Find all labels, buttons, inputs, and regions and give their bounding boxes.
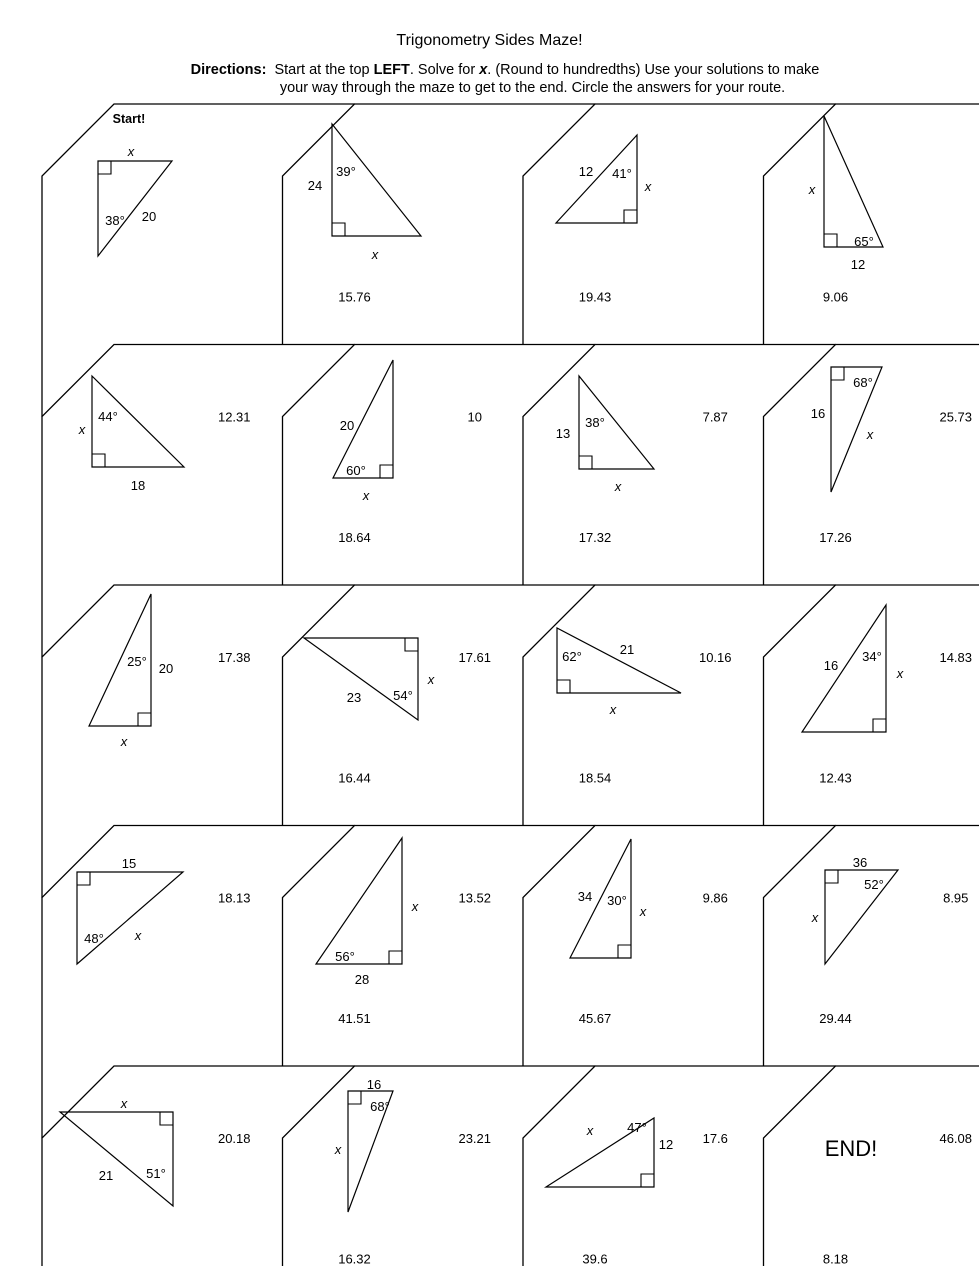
triangle-label: 48° bbox=[84, 931, 104, 946]
triangle-label: x bbox=[362, 488, 370, 503]
triangle-label: x bbox=[334, 1142, 342, 1157]
end-label: END! bbox=[824, 1136, 878, 1161]
triangle-label: 62° bbox=[562, 649, 582, 664]
answer-value: 17.61 bbox=[458, 650, 492, 665]
triangle-label: x bbox=[609, 702, 617, 717]
answer-value: 13.52 bbox=[458, 890, 492, 906]
start-label: Start! bbox=[112, 112, 146, 126]
directions-line-2: your way through the maze to get to the end. Circle the answers for your route. bbox=[279, 80, 786, 96]
answer-value: 17.38 bbox=[217, 650, 251, 665]
triangle-label: x bbox=[644, 179, 652, 194]
triangle-label: 16 bbox=[366, 1077, 382, 1092]
triangle-label: x bbox=[371, 247, 379, 262]
answer-value: 17.26 bbox=[819, 529, 852, 545]
triangle-label: 28 bbox=[354, 972, 370, 987]
triangle-label: 38° bbox=[585, 415, 605, 430]
answer-value: 18.54 bbox=[578, 770, 612, 786]
answer-value: 39.6 bbox=[582, 1251, 608, 1266]
triangle-label: 34 bbox=[577, 889, 593, 904]
answer-value: 17.32 bbox=[578, 529, 612, 545]
answer-value: 12.43 bbox=[819, 770, 852, 786]
answer-value: 25.73 bbox=[939, 409, 973, 425]
answer-value: 46.08 bbox=[939, 1131, 973, 1146]
directions-variable: x bbox=[479, 62, 488, 78]
triangle-label: 15 bbox=[121, 856, 137, 871]
triangle-label: 23 bbox=[346, 690, 362, 705]
triangle-label: 16 bbox=[823, 658, 839, 673]
triangle-label: x bbox=[614, 479, 622, 494]
triangle-label: x bbox=[120, 1096, 128, 1111]
triangle-label: 21 bbox=[619, 642, 635, 657]
answer-value: 15.76 bbox=[338, 289, 371, 305]
triangle-label: 20 bbox=[141, 209, 157, 224]
answer-value: 17.6 bbox=[702, 1131, 728, 1146]
answer-value: 45.67 bbox=[578, 1010, 612, 1026]
triangle-label: 36 bbox=[852, 855, 868, 870]
answer-value: 20.18 bbox=[217, 1131, 251, 1146]
triangle-label: x bbox=[896, 666, 904, 681]
triangle-label: 41° bbox=[612, 166, 632, 181]
triangle-label: 20 bbox=[339, 418, 355, 433]
triangle-label: x bbox=[866, 427, 874, 442]
answer-value: 29.44 bbox=[819, 1010, 852, 1026]
answer-value: 10 bbox=[467, 409, 482, 425]
directions-left-word: LEFT bbox=[373, 62, 410, 78]
worksheet-title: Trigonometry Sides Maze! bbox=[396, 32, 583, 49]
triangle-label: x bbox=[427, 672, 435, 687]
triangle-label: 20 bbox=[158, 661, 174, 676]
triangle-label: x bbox=[411, 899, 419, 914]
answer-value: 14.83 bbox=[939, 650, 973, 665]
triangle-label: 34° bbox=[862, 649, 882, 664]
triangle-label: 54° bbox=[393, 688, 413, 703]
triangle-label: 12 bbox=[658, 1137, 674, 1152]
triangle-label: 68° bbox=[370, 1099, 390, 1114]
triangle-label: x bbox=[134, 928, 142, 943]
triangle-label: 47° bbox=[627, 1120, 647, 1135]
triangle-label: 12 bbox=[850, 257, 866, 272]
directions-part-1: Start at the top bbox=[274, 62, 374, 78]
triangle-label: 65° bbox=[854, 234, 874, 249]
triangle-cells bbox=[42, 104, 979, 1266]
triangle-label: 25° bbox=[127, 654, 147, 669]
answer-value: 12.31 bbox=[217, 409, 251, 425]
triangle-label: 18 bbox=[130, 478, 146, 493]
answer-value: 23.21 bbox=[458, 1131, 492, 1146]
answer-value: 10.16 bbox=[698, 650, 732, 665]
triangle-label: 56° bbox=[335, 949, 355, 964]
triangle-label: 30° bbox=[607, 893, 627, 908]
answer-value: 7.87 bbox=[702, 409, 728, 425]
answer-value: 19.43 bbox=[578, 289, 612, 305]
answer-value: 9.86 bbox=[702, 890, 728, 906]
answer-value: 18.64 bbox=[338, 529, 371, 545]
triangle-label: 13 bbox=[555, 426, 571, 441]
answer-value: 41.51 bbox=[338, 1010, 371, 1026]
triangle-label: 39° bbox=[336, 164, 356, 179]
triangle-label: x bbox=[639, 904, 647, 919]
directions-part-2: . Solve for bbox=[409, 62, 480, 78]
answer-value: 18.13 bbox=[217, 890, 251, 906]
triangle-label: x bbox=[78, 422, 86, 437]
answer-value: 8.18 bbox=[822, 1251, 849, 1266]
directions-label: Directions: bbox=[190, 62, 267, 78]
answer-value: 9.06 bbox=[822, 289, 849, 305]
answer-value: 16.44 bbox=[338, 770, 371, 786]
triangle-label: 60° bbox=[346, 463, 366, 478]
triangle-label: 21 bbox=[98, 1168, 114, 1183]
triangle-label: x bbox=[811, 910, 819, 925]
triangle-label: x bbox=[808, 182, 816, 197]
triangle-label: x bbox=[127, 144, 135, 159]
triangle-label: 52° bbox=[864, 877, 884, 892]
directions-part-3: . (Round to hundredths) Use your solutions to make bbox=[487, 62, 820, 78]
answer-value: 8.95 bbox=[943, 890, 969, 906]
triangle-label: 12 bbox=[578, 164, 594, 179]
answer-value: 16.32 bbox=[338, 1251, 371, 1266]
triangle-label: x bbox=[586, 1123, 594, 1138]
triangle-label: 68° bbox=[853, 375, 873, 390]
triangle-label: 44° bbox=[98, 409, 118, 424]
triangle-label: 16 bbox=[810, 406, 826, 421]
triangle-label: 51° bbox=[146, 1166, 166, 1181]
triangle-label: 24 bbox=[307, 178, 323, 193]
triangle-label: 38° bbox=[105, 213, 125, 228]
triangle-label: x bbox=[120, 734, 128, 749]
